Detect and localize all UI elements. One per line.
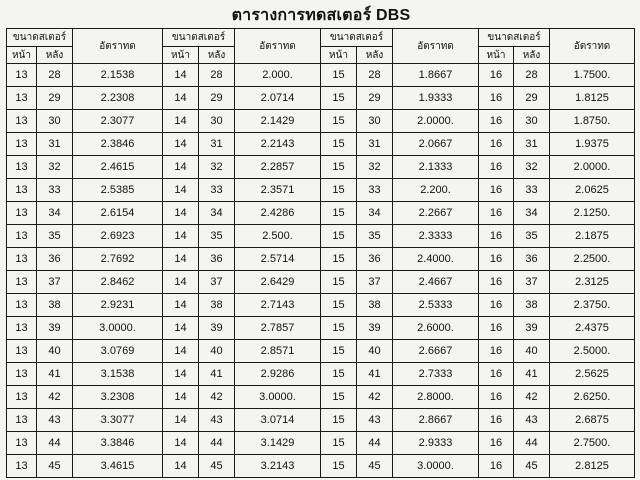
front-size-cell: 14 — [163, 225, 199, 248]
ratio-cell: 2.6429 — [235, 271, 321, 294]
rear-size-cell: 30 — [357, 110, 393, 133]
front-size-cell: 15 — [321, 248, 357, 271]
rear-size-cell: 34 — [199, 202, 235, 225]
front-size-cell: 16 — [479, 386, 514, 409]
rear-size-cell: 43 — [199, 409, 235, 432]
ratio-cell: 2.8125 — [550, 455, 635, 478]
ratio-cell: 2.5714 — [235, 248, 321, 271]
ratio-cell: 3.1429 — [235, 432, 321, 455]
front-size-cell: 13 — [7, 317, 37, 340]
ratio-cell: 2.8462 — [73, 271, 163, 294]
front-size-cell: 15 — [321, 432, 357, 455]
ratio-cell: 2.6154 — [73, 202, 163, 225]
table-row — [7, 248, 635, 271]
front-size-cell: 15 — [321, 455, 357, 478]
rear-header: หลัง — [357, 47, 393, 64]
ratio-cell: 2.7333 — [393, 363, 479, 386]
rear-size-cell: 35 — [199, 225, 235, 248]
rear-size-cell: 38 — [37, 294, 73, 317]
front-header: หน้า — [321, 47, 357, 64]
front-size-cell: 13 — [7, 432, 37, 455]
front-size-cell: 13 — [7, 409, 37, 432]
rear-size-cell: 38 — [514, 294, 550, 317]
front-size-cell: 16 — [479, 455, 514, 478]
rear-size-cell: 36 — [37, 248, 73, 271]
front-size-cell: 14 — [163, 179, 199, 202]
front-size-cell: 13 — [7, 87, 37, 110]
front-size-cell: 13 — [7, 386, 37, 409]
front-size-cell: 14 — [163, 64, 199, 87]
ratio-cell: 2.1875 — [550, 225, 635, 248]
rear-size-cell: 45 — [514, 455, 550, 478]
ratio-cell: 2.3077 — [73, 110, 163, 133]
ratio-cell: 1.8125 — [550, 87, 635, 110]
front-size-cell: 14 — [163, 432, 199, 455]
ratio-cell: 2.0000. — [550, 156, 635, 179]
front-size-cell: 16 — [479, 432, 514, 455]
ratio-cell: 2.9286 — [235, 363, 321, 386]
rear-size-cell: 39 — [37, 317, 73, 340]
ratio-cell: 1.8667 — [393, 64, 479, 87]
rear-size-cell: 35 — [357, 225, 393, 248]
front-size-cell: 16 — [479, 179, 514, 202]
rear-size-cell: 33 — [357, 179, 393, 202]
front-size-cell: 13 — [7, 133, 37, 156]
rear-size-cell: 30 — [199, 110, 235, 133]
rear-header: หลัง — [37, 47, 73, 64]
rear-size-cell: 31 — [357, 133, 393, 156]
rear-size-cell: 29 — [37, 87, 73, 110]
front-size-cell: 15 — [321, 64, 357, 87]
table-row — [7, 64, 635, 87]
front-size-cell: 16 — [479, 340, 514, 363]
ratio-cell: 2.6875 — [550, 409, 635, 432]
front-size-cell: 14 — [163, 294, 199, 317]
header-row — [7, 29, 635, 47]
rear-size-cell: 29 — [199, 87, 235, 110]
size-header: ขนาดสเตอร์ — [321, 29, 393, 47]
rear-size-cell: 41 — [37, 363, 73, 386]
ratio-cell: 2.2143 — [235, 133, 321, 156]
size-header: ขนาดสเตอร์ — [479, 29, 550, 47]
rear-size-cell: 29 — [514, 87, 550, 110]
rear-size-cell: 32 — [199, 156, 235, 179]
front-size-cell: 13 — [7, 248, 37, 271]
rear-size-cell: 31 — [199, 133, 235, 156]
rear-size-cell: 41 — [199, 363, 235, 386]
front-size-cell: 15 — [321, 87, 357, 110]
ratio-cell: 2.0714 — [235, 87, 321, 110]
front-size-cell: 16 — [479, 202, 514, 225]
rear-size-cell: 28 — [357, 64, 393, 87]
rear-size-cell: 36 — [199, 248, 235, 271]
ratio-cell: 3.0000. — [393, 455, 479, 478]
rear-size-cell: 43 — [514, 409, 550, 432]
ratio-cell: 2.3125 — [550, 271, 635, 294]
table-row — [7, 110, 635, 133]
front-size-cell: 13 — [7, 340, 37, 363]
front-size-cell: 15 — [321, 156, 357, 179]
ratio-cell: 2.1250. — [550, 202, 635, 225]
ratio-cell: 2.5625 — [550, 363, 635, 386]
front-size-cell: 14 — [163, 386, 199, 409]
rear-size-cell: 44 — [199, 432, 235, 455]
rear-size-cell: 28 — [199, 64, 235, 87]
table-row — [7, 294, 635, 317]
front-size-cell: 13 — [7, 64, 37, 87]
front-size-cell: 14 — [163, 271, 199, 294]
rear-header: หลัง — [199, 47, 235, 64]
table-row — [7, 386, 635, 409]
ratio-cell: 2.0625 — [550, 179, 635, 202]
gear-ratio-table — [6, 28, 635, 478]
table-row — [7, 179, 635, 202]
page-title: ตารางการทดสเตอร์ DBS — [231, 7, 411, 24]
rear-size-cell: 34 — [514, 202, 550, 225]
rear-size-cell: 42 — [514, 386, 550, 409]
size-header: ขนาดสเตอร์ — [7, 29, 73, 47]
table-row — [7, 133, 635, 156]
rear-size-cell: 31 — [514, 133, 550, 156]
rear-size-cell: 41 — [514, 363, 550, 386]
rear-size-cell: 42 — [357, 386, 393, 409]
front-size-cell: 13 — [7, 363, 37, 386]
ratio-cell: 2.1429 — [235, 110, 321, 133]
ratio-cell: 2.2500. — [550, 248, 635, 271]
rear-size-cell: 40 — [37, 340, 73, 363]
ratio-cell: 2.9333 — [393, 432, 479, 455]
ratio-cell: 2.4615 — [73, 156, 163, 179]
front-size-cell: 16 — [479, 156, 514, 179]
front-size-cell: 13 — [7, 179, 37, 202]
ratio-cell: 2.5333 — [393, 294, 479, 317]
ratio-cell: 2.7692 — [73, 248, 163, 271]
ratio-cell: 2.7143 — [235, 294, 321, 317]
ratio-cell: 2.7500. — [550, 432, 635, 455]
front-size-cell: 15 — [321, 179, 357, 202]
rear-header: หลัง — [514, 47, 550, 64]
ratio-cell: 2.4375 — [550, 317, 635, 340]
ratio-cell: 2.0667 — [393, 133, 479, 156]
front-size-cell: 16 — [479, 363, 514, 386]
rear-size-cell: 32 — [514, 156, 550, 179]
ratio-header: อัตราทด — [393, 29, 479, 64]
front-size-cell: 16 — [479, 248, 514, 271]
table-row — [7, 432, 635, 455]
front-size-cell: 13 — [7, 455, 37, 478]
rear-size-cell: 43 — [357, 409, 393, 432]
rear-size-cell: 36 — [357, 248, 393, 271]
ratio-cell: 2.500. — [235, 225, 321, 248]
table-row — [7, 202, 635, 225]
rear-size-cell: 28 — [514, 64, 550, 87]
front-size-cell: 16 — [479, 64, 514, 87]
front-size-cell: 15 — [321, 409, 357, 432]
front-size-cell: 13 — [7, 294, 37, 317]
ratio-cell: 1.8750. — [550, 110, 635, 133]
ratio-cell: 2.4286 — [235, 202, 321, 225]
ratio-cell: 3.1538 — [73, 363, 163, 386]
ratio-cell: 3.3077 — [73, 409, 163, 432]
rear-size-cell: 41 — [357, 363, 393, 386]
front-size-cell: 16 — [479, 317, 514, 340]
table-row — [7, 340, 635, 363]
rear-size-cell: 34 — [357, 202, 393, 225]
front-size-cell: 14 — [163, 409, 199, 432]
ratio-cell: 1.9333 — [393, 87, 479, 110]
ratio-cell: 2.000. — [235, 64, 321, 87]
rear-size-cell: 36 — [514, 248, 550, 271]
ratio-cell: 3.4615 — [73, 455, 163, 478]
table-row — [7, 156, 635, 179]
ratio-cell: 2.8667 — [393, 409, 479, 432]
front-size-cell: 13 — [7, 156, 37, 179]
front-header: หน้า — [7, 47, 37, 64]
ratio-cell: 2.3846 — [73, 133, 163, 156]
rear-size-cell: 44 — [37, 432, 73, 455]
rear-size-cell: 37 — [357, 271, 393, 294]
front-size-cell: 15 — [321, 340, 357, 363]
ratio-cell: 3.3846 — [73, 432, 163, 455]
front-size-cell: 16 — [479, 225, 514, 248]
ratio-cell: 2.2667 — [393, 202, 479, 225]
front-size-cell: 14 — [163, 156, 199, 179]
rear-size-cell: 42 — [37, 386, 73, 409]
ratio-cell: 3.0714 — [235, 409, 321, 432]
front-size-cell: 15 — [321, 271, 357, 294]
table-row — [7, 455, 635, 478]
table-row — [7, 87, 635, 110]
ratio-cell: 1.9375 — [550, 133, 635, 156]
ratio-cell: 2.3571 — [235, 179, 321, 202]
ratio-cell: 2.2308 — [73, 87, 163, 110]
ratio-cell: 2.0000. — [393, 110, 479, 133]
ratio-cell: 2.1538 — [73, 64, 163, 87]
rear-size-cell: 29 — [357, 87, 393, 110]
ratio-cell: 2.5385 — [73, 179, 163, 202]
rear-size-cell: 45 — [199, 455, 235, 478]
ratio-cell: 3.0000. — [235, 386, 321, 409]
ratio-cell: 2.6923 — [73, 225, 163, 248]
rear-size-cell: 44 — [514, 432, 550, 455]
front-size-cell: 13 — [7, 110, 37, 133]
ratio-cell: 2.6000. — [393, 317, 479, 340]
front-size-cell: 16 — [479, 87, 514, 110]
ratio-cell: 3.0000. — [73, 317, 163, 340]
rear-size-cell: 32 — [37, 156, 73, 179]
ratio-cell: 2.5000. — [550, 340, 635, 363]
ratio-cell: 3.2143 — [235, 455, 321, 478]
front-size-cell: 14 — [163, 317, 199, 340]
front-size-cell: 15 — [321, 294, 357, 317]
rear-size-cell: 37 — [199, 271, 235, 294]
rear-size-cell: 45 — [357, 455, 393, 478]
front-size-cell: 15 — [321, 363, 357, 386]
rear-size-cell: 35 — [37, 225, 73, 248]
table-row — [7, 363, 635, 386]
front-size-cell: 14 — [163, 110, 199, 133]
rear-size-cell: 38 — [357, 294, 393, 317]
rear-size-cell: 34 — [37, 202, 73, 225]
table-row — [7, 317, 635, 340]
front-size-cell: 16 — [479, 294, 514, 317]
ratio-cell: 2.200. — [393, 179, 479, 202]
front-size-cell: 15 — [321, 386, 357, 409]
ratio-cell: 2.4667 — [393, 271, 479, 294]
table-body — [7, 64, 635, 478]
front-size-cell: 13 — [7, 271, 37, 294]
rear-size-cell: 44 — [357, 432, 393, 455]
front-size-cell: 15 — [321, 225, 357, 248]
front-size-cell: 14 — [163, 248, 199, 271]
ratio-cell: 2.9231 — [73, 294, 163, 317]
rear-size-cell: 40 — [199, 340, 235, 363]
rear-size-cell: 30 — [514, 110, 550, 133]
front-size-cell: 16 — [479, 271, 514, 294]
front-header: หน้า — [479, 47, 514, 64]
ratio-cell: 2.6667 — [393, 340, 479, 363]
ratio-header: อัตราทด — [73, 29, 163, 64]
rear-size-cell: 28 — [37, 64, 73, 87]
rear-size-cell: 39 — [199, 317, 235, 340]
rear-size-cell: 39 — [357, 317, 393, 340]
rear-size-cell: 33 — [199, 179, 235, 202]
front-size-cell: 14 — [163, 133, 199, 156]
rear-size-cell: 45 — [37, 455, 73, 478]
ratio-cell: 2.4000. — [393, 248, 479, 271]
front-size-cell: 14 — [163, 455, 199, 478]
ratio-cell: 2.8000. — [393, 386, 479, 409]
front-header: หน้า — [163, 47, 199, 64]
ratio-cell: 1.7500. — [550, 64, 635, 87]
rear-size-cell: 38 — [199, 294, 235, 317]
front-size-cell: 15 — [321, 133, 357, 156]
rear-size-cell: 33 — [514, 179, 550, 202]
rear-size-cell: 37 — [37, 271, 73, 294]
ratio-cell: 2.2857 — [235, 156, 321, 179]
ratio-cell: 2.7857 — [235, 317, 321, 340]
ratio-cell: 3.2308 — [73, 386, 163, 409]
front-size-cell: 15 — [321, 202, 357, 225]
table-row — [7, 409, 635, 432]
rear-size-cell: 30 — [37, 110, 73, 133]
ratio-cell: 2.8571 — [235, 340, 321, 363]
front-size-cell: 14 — [163, 363, 199, 386]
rear-size-cell: 32 — [357, 156, 393, 179]
rear-size-cell: 37 — [514, 271, 550, 294]
front-size-cell: 15 — [321, 110, 357, 133]
rear-size-cell: 35 — [514, 225, 550, 248]
front-size-cell: 16 — [479, 409, 514, 432]
rear-size-cell: 43 — [37, 409, 73, 432]
ratio-cell: 3.0769 — [73, 340, 163, 363]
rear-size-cell: 40 — [514, 340, 550, 363]
rear-size-cell: 40 — [357, 340, 393, 363]
ratio-cell: 2.3333 — [393, 225, 479, 248]
table-row — [7, 225, 635, 248]
front-size-cell: 14 — [163, 87, 199, 110]
front-size-cell: 16 — [479, 133, 514, 156]
rear-size-cell: 31 — [37, 133, 73, 156]
front-size-cell: 14 — [163, 202, 199, 225]
ratio-cell: 2.3750. — [550, 294, 635, 317]
ratio-header: อัตราทด — [235, 29, 321, 64]
front-size-cell: 16 — [479, 110, 514, 133]
rear-size-cell: 33 — [37, 179, 73, 202]
table-row — [7, 271, 635, 294]
size-header: ขนาดสเตอร์ — [163, 29, 235, 47]
front-size-cell: 13 — [7, 225, 37, 248]
ratio-cell: 2.1333 — [393, 156, 479, 179]
front-size-cell: 14 — [163, 340, 199, 363]
rear-size-cell: 39 — [514, 317, 550, 340]
front-size-cell: 13 — [7, 202, 37, 225]
front-size-cell: 15 — [321, 317, 357, 340]
rear-size-cell: 42 — [199, 386, 235, 409]
ratio-cell: 2.6250. — [550, 386, 635, 409]
ratio-header: อัตราทด — [550, 29, 635, 64]
